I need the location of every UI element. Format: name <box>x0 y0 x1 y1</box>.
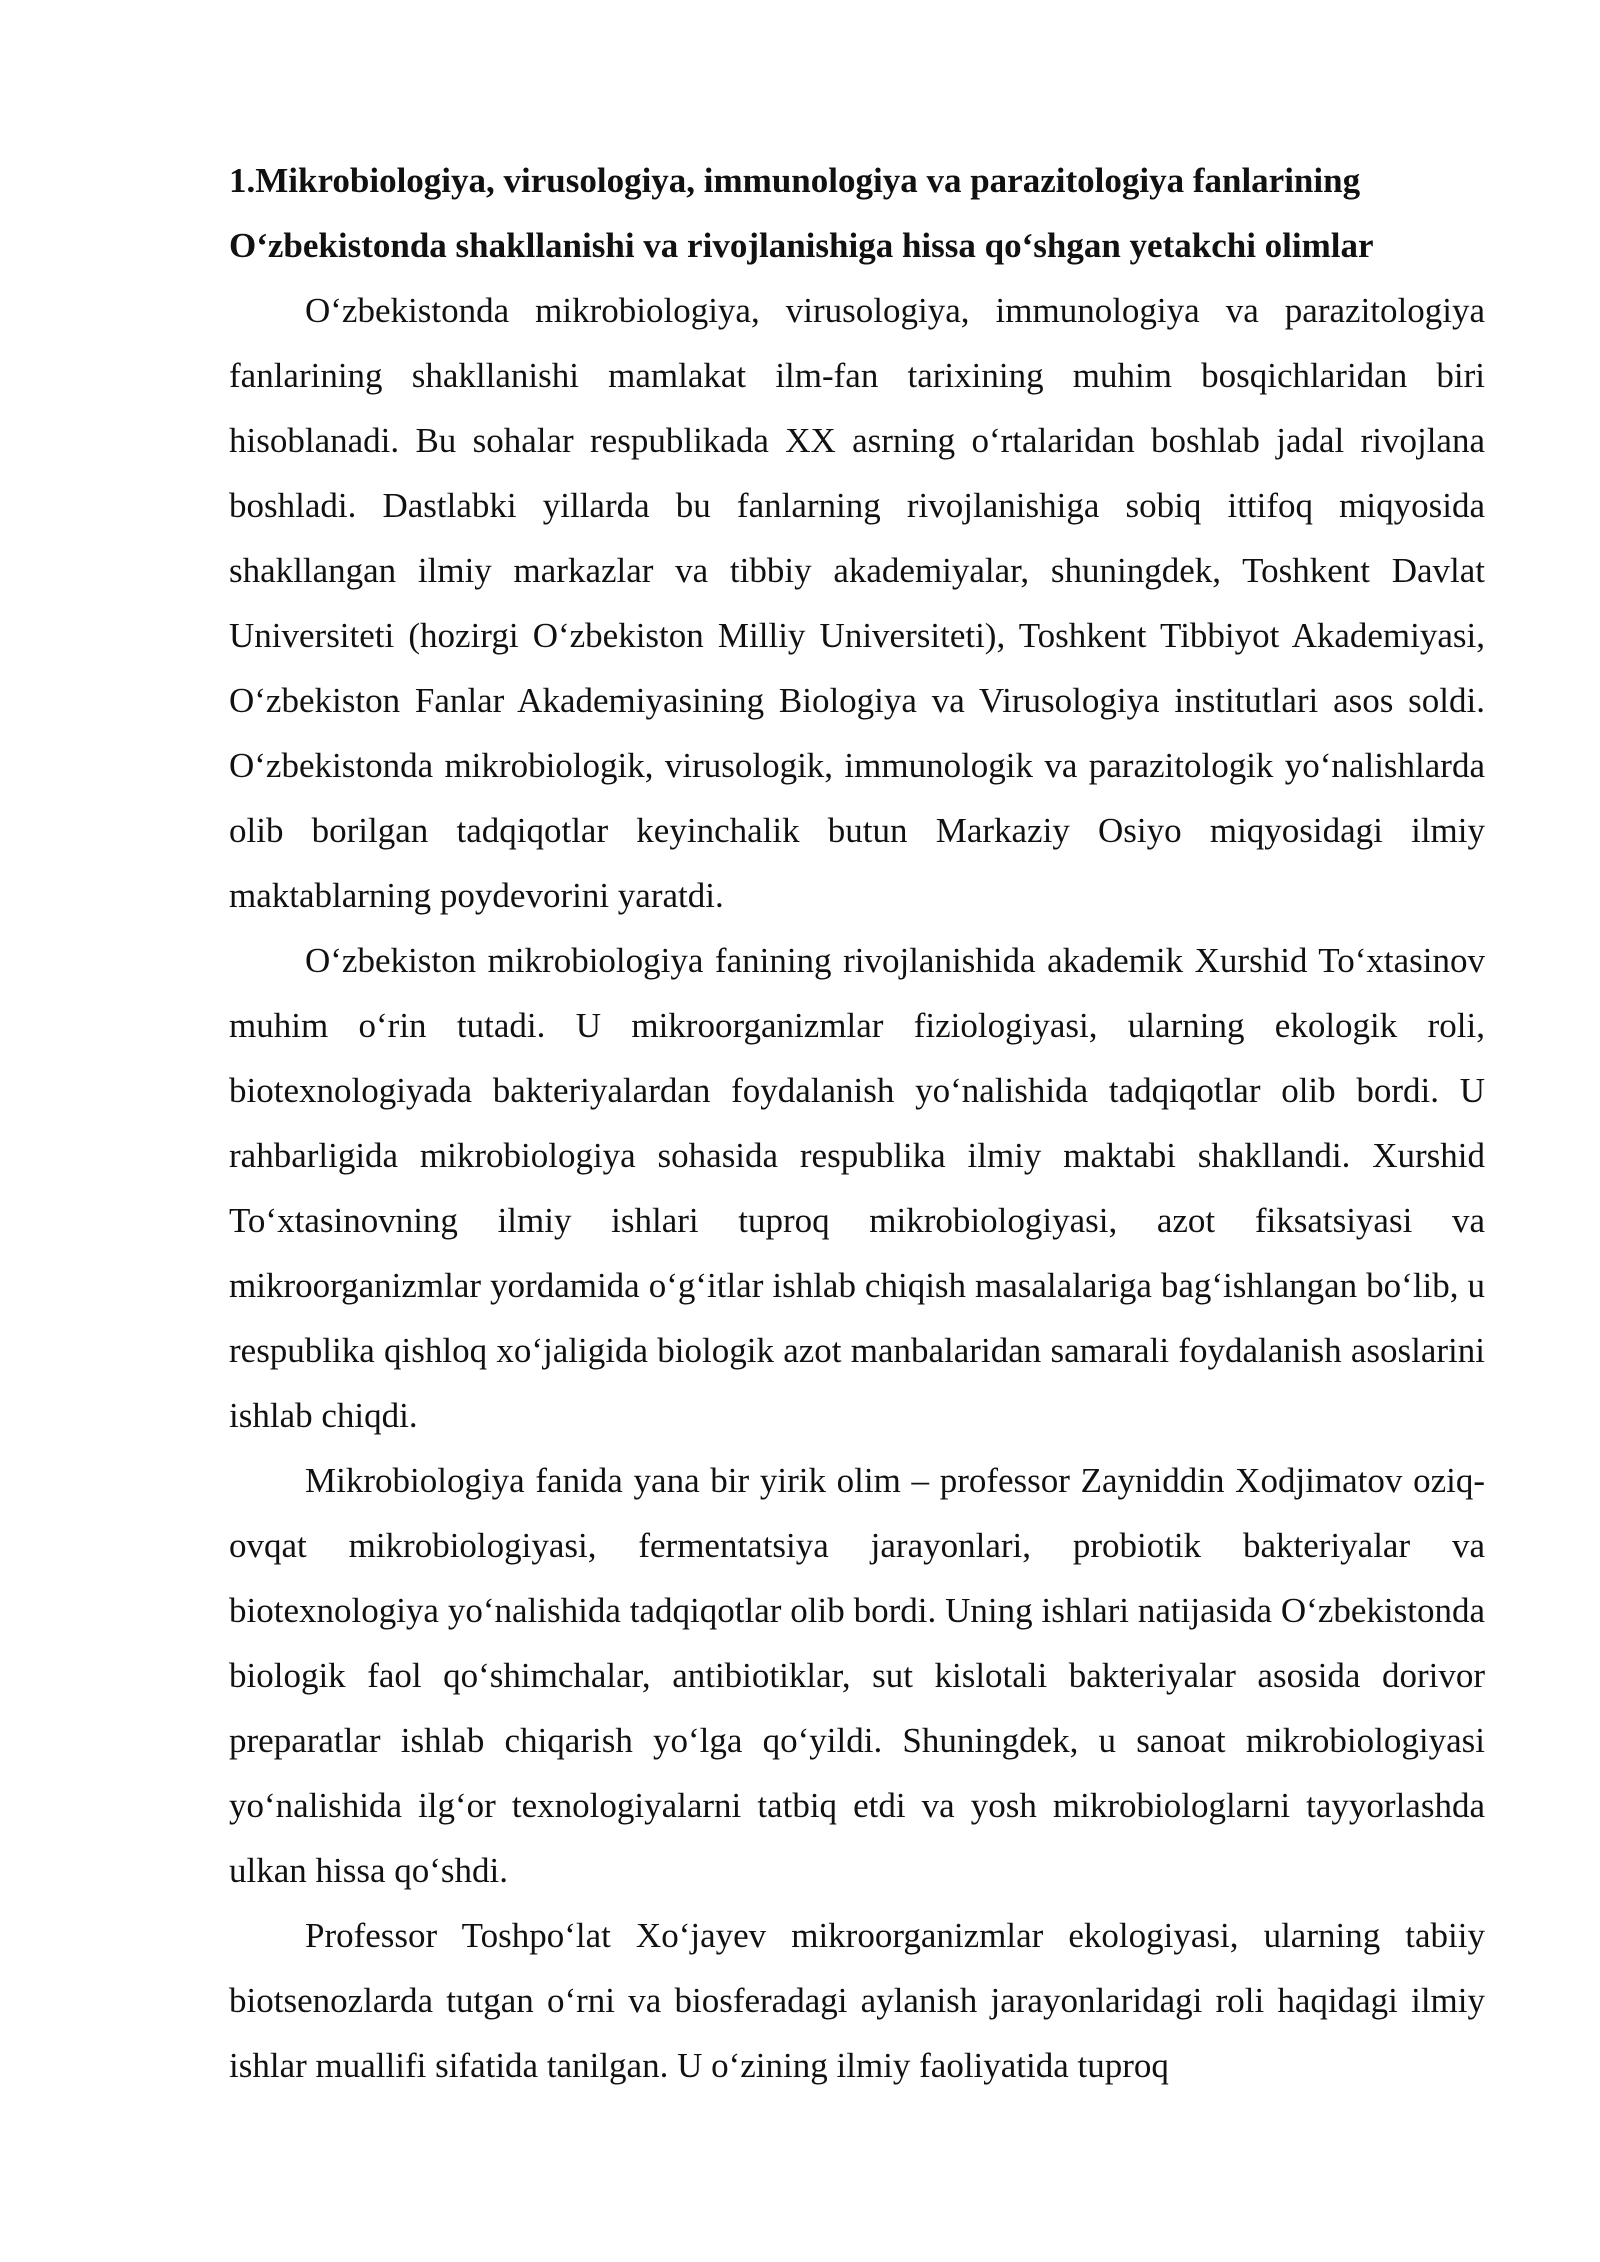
paragraph-khojayev: Professor Toshpo‘lat Xo‘jayev mikroorganizmlar ekologiyasi, ularning tabiiy biotsenozlarda tutgan o‘rni va biosferadagi aylanish jarayonlaridagi roli haqidagi ilmiy ishlar muallifi sifatida tanilgan. U o‘zining ilmiy faoliyatida tuproq <box>229 1916 1485 2085</box>
paragraph-tukhtasinov: O‘zbekiston mikrobiologiya fanining rivojlanishida akademik Xurshid To‘xtasinov muhim o‘rin tutadi. U mikroorganizmlar fiziologiyasi, ularning ekologik roli, biotexnologiyada bakteriyalardan foydalanish yo‘nalishida tadqiqotlar olib bordi. U rahbarligida mikrobiologiya sohasida respublika ilmiy maktabi shakllandi. Xurshid To‘xtasinovning ilmiy ishlari tuproq mikrobiologiyasi, azot fiksatsiyasi va mikroorganizmlar yordamida o‘g‘itlar ishlab chiqish masalalariga bag‘ishlangan bo‘lib, u respublika qishloq xo‘jaligida biologik azot manbalaridan samarali foydalanish asoslarini ishlab chiqdi. <box>229 941 1485 1435</box>
document-page <box>229 148 1485 2098</box>
section-heading: 1.Mikrobiologiya, virusologiya, immunologiya va parazitologiya fanlarining O‘zbekistonda shakllanishi va rivojlanishiga hissa qo‘shgan yetakchi olimlar <box>229 161 1374 265</box>
paragraph-khodjimatov: Mikrobiologiya fanida yana bir yirik olim – professor Zayniddin Xodjimatov oziq-ovqat mikrobiologiyasi, fermentatsiya jarayonlari, probiotik bakteriyalar va biotexnologiya yo‘nalishida tadqiqotlar olib bordi. Uning ishlari natijasida O‘zbekistonda biologik faol qo‘shimchalar, antibiotiklar, sut kislotali bakteriyalar asosida dorivor preparatlar ishlab chiqarish yo‘lga qo‘yildi. Shuningdek, u sanoat mikrobiologiyasi yo‘nalishida ilg‘or texnologiyalarni tatbiq etdi va yosh mikrobiologlarni tayyorlashda ulkan hissa qo‘shdi. <box>229 1461 1485 1890</box>
paragraph-intro: O‘zbekistonda mikrobiologiya, virusologiya, immunologiya va parazitologiya fanlarining shakllanishi mamlakat ilm-fan tarixining muhim bosqichlaridan biri hisoblanadi. Bu sohalar respublikada XX asrning o‘rtalaridan boshlab jadal rivojlana boshladi. Dastlabki yillarda bu fanlarning rivojlanishiga sobiq ittifoq miqyosida shakllangan ilmiy markazlar va tibbiy akademiyalar, shuningdek, Toshkent Davlat Universiteti (hozirgi O‘zbekiston Milliy Universiteti), Toshkent Tibbiyot Akademiyasi, O‘zbekiston Fanlar Akademiyasining Biologiya va Virusologiya institutlari asos soldi. O‘zbekistonda mikrobiologik, virusologik, immunologik va parazitologik yo‘nalishlarda olib borilgan tadqiqotlar keyinchalik butun Markaziy Osiyo miqyosidagi ilmiy maktablarning poydevorini yaratdi. <box>229 291 1485 915</box>
